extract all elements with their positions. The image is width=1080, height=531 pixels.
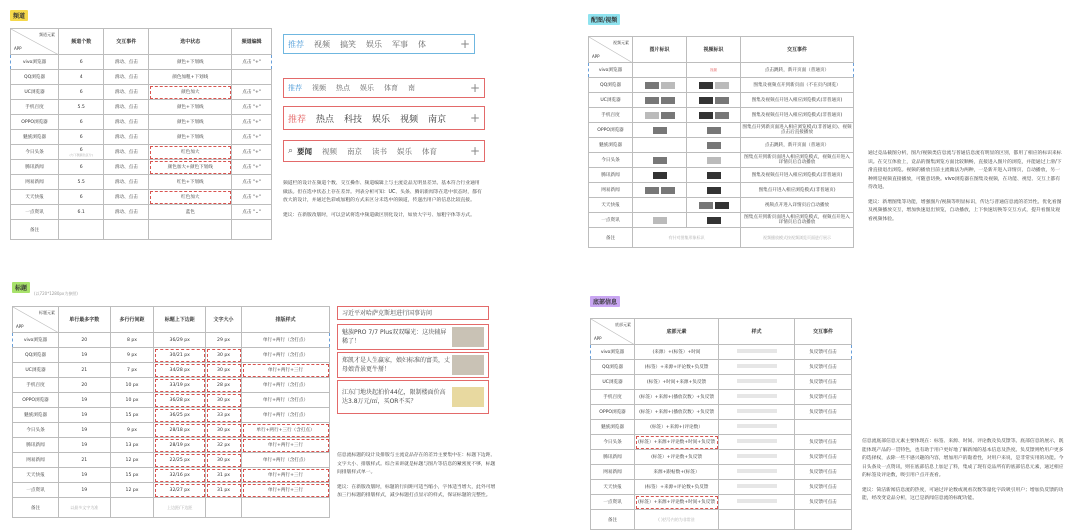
news-thumbnail	[452, 327, 484, 347]
reference-note: (以720*1280px为参照)	[34, 291, 78, 296]
table-row: OPPO浏览器 图集点开到新页面进入相应浏览模式(非普通页)、视频点击后直接播放	[589, 123, 854, 138]
image-video-table	[588, 36, 854, 248]
search-icon: ⌕	[288, 146, 294, 156]
column-header: 标题上下边距	[154, 307, 206, 333]
table-row: QQ浏览器 (标签）+来源+评论数+负反馈 负反馈可点击	[591, 360, 852, 375]
column-header: 排版样式	[242, 307, 330, 333]
table-row: OPPO浏览器 6 滑动、点击 颜色+下划线 点击 "+"	[11, 115, 272, 130]
column-header: 单行最多字数	[59, 307, 111, 333]
column-header: 文字大小	[206, 307, 242, 333]
table-row: 一点资讯 6.1 滑动、点击 蓝色 点击 "⌄"	[11, 205, 272, 220]
table-row: 魅族浏览器 (标签）+来源+(评论数）	[591, 420, 852, 435]
news-thumbnail	[452, 355, 484, 375]
table-row: 腾讯新闻 (标签）+评论数+负反馈 负反馈可点击	[591, 450, 852, 465]
table-row: 今日头条 (标签）+来源+评论数+时间+负反馈 负反馈可点击	[591, 435, 852, 450]
section-tag-bottom-info: 底部信息	[590, 296, 620, 307]
column-header: 视频标识	[687, 37, 741, 63]
table-row: 一点资讯 (标签）+来源+评论数+时间+负反馈 负反馈可点击	[591, 495, 852, 510]
table-row: 魅族浏览器 19 15 px 36/25 px 33 px 单行+两行（含打点）	[13, 408, 330, 423]
table-row: vivo浏览器 视频 点击跳转，新开页面（普通页）	[589, 63, 854, 78]
title-analysis: 信息流标题的设计及排版与主流竞品存在的差异主要集中在：标题下边距、文字大小、排版样式。综合来讲就是标题与图片等信息的紧密度不够，标题间排版样式单一。 建议：在新版改版时，标题的行间距可适当缩小，字体适当增大，此外可增加三行标题的排版样式，减少标题打点显示的样式，保证标题的完整性。	[337, 453, 496, 498]
channel-bar-qq: 推荐 视频 热点 娱乐 体育 南 +	[283, 78, 485, 98]
table-row: 备注 ( )括号内的为非常驻	[591, 510, 852, 530]
table-row: 备注 以最多文字为准 上边距/下边距	[13, 498, 330, 518]
column-header: 多行行间距	[110, 307, 154, 333]
table-row: 腾讯新闻 19 13 px 28/19 px 32 px 单行+两行+三行	[13, 438, 330, 453]
table-row: UC浏览器 (标签）+时间+来源+负反馈 负反馈可点击	[591, 375, 852, 390]
table-row: 备注 有针对图集形象标识 视频播放模式按视频浏览页面进行展示	[589, 228, 854, 248]
column-header: 交互事件	[104, 29, 149, 55]
table-row: QQ浏览器 4 滑动、点击 颜色加粗+下划线	[11, 70, 272, 85]
table-row: 今日头条 19 9 px 28/18 px 30 px 单行+两行+三行（含打点）	[13, 423, 330, 438]
news-item-title: 郑凯才是人生赢家，娘妇标准的富美，丈母娘背景更牛掰！	[337, 352, 489, 378]
section-tag-title: 标题	[12, 282, 30, 293]
table-row: UC浏览器 6 滑动、点击 颜色加大 点击 "+"	[11, 85, 272, 100]
table-row: 天天快报 (标签）+来源+评论数+负反馈 负反馈可点击	[591, 480, 852, 495]
column-header: 样式	[719, 319, 795, 345]
table-row: QQ浏览器 19 9 px 30/21 px 30 px 单行+两行（含打点）	[13, 348, 330, 363]
table-row: 网易新闻 图集点开进入相应浏览模式(非普通页)	[589, 183, 854, 198]
column-header: 图片标识	[633, 37, 687, 63]
table-row: OPPO浏览器 19 10 px 36/28 px 30 px 单行+两行（含打点）	[13, 393, 330, 408]
table-row: 今日头条 图集点开到新页面进入相应浏览模式，视频点开进入详情页后自动播放	[589, 153, 854, 168]
image-video-analysis: 通过竞品截图分析，图片/视频类信息流与普通信息流有明显的区别，都用了相应的标识来标识。在交互体验上，竞品的图集浏览方面比较顺畅，直接进入图片的浏览，并能通过上滑/下滑直接退出浏览。视频的播放目前主流做法为两种，一是新开进入详情页，自动播放，另一种则是视频直接播放，可随意切换。vivo浏览器在图集及视频，在功能、视觉、交互上都有待改进。 建议：新增图集等功能，增强图片/视频等明显标识，传达与普通信息流的差异性。优化看图及视频播放交互，增加快速退出预览，自动播放，上下快速切换等交互方式，提升看图及观看视频体验。	[868, 151, 1062, 222]
column-header: 交互事件	[741, 37, 854, 63]
table-row: 手机百度 5.5 滑动、点击 颜色+下划线 点击 "+"	[11, 100, 272, 115]
table-row: 今日头条 6 (与下侧颜色区分) 滑动、点击 红色加大 点击 "+"	[11, 145, 272, 160]
plus-icon: +	[459, 37, 470, 51]
table-row: 天天快报 6 滑动、点击 红色加大 点击 "+"	[11, 190, 272, 205]
table-row: 天天快报 视频点开进入详情页后自动播放	[589, 198, 854, 213]
column-header: 频道编辑	[232, 29, 272, 55]
title-table	[12, 306, 330, 518]
column-header: 选中状态	[149, 29, 232, 55]
table-row: 网易新闻 来源+跟帖数+(标签） 负反馈可点击	[591, 465, 852, 480]
table-corner-cell: 频道元素 APP	[11, 29, 59, 55]
table-row: UC浏览器 21 7 px 34/28 px 30 px 单行+两行+三行	[13, 363, 330, 378]
table-row: 手机百度 20 10 px 33/19 px 28 px 单行+两行（含打点）	[13, 378, 330, 393]
table-row: vivo浏览器 6 滑动、点击 颜色+下划线 点击 "+"	[11, 55, 272, 70]
table-row: 腾讯新闻 图集及视频点开进入相应浏览模式(非普通页)	[589, 168, 854, 183]
table-row: 备注	[11, 220, 272, 240]
table-row: 网易新闻 21 12 px 22/25 px 30 px 单行+两行（含打点）	[13, 453, 330, 468]
plus-icon: +	[469, 111, 480, 125]
channel-bar-vivo: 推荐 视频 搞笑 娱乐 军事 体 +	[283, 34, 475, 54]
column-header: 频道个数	[59, 29, 104, 55]
bottom-info-analysis: 信息流底部信息元素主要体现在：标签、来源、时间、评论数及负反馈等。底部信息的展示，既能体现产品的一贯特色，也有助于用户更好地了解新闻的基本信息及热度。负反馈则给用户更多的选择权，去除一些不感兴趣的内容，增加用户的黏着性，对用户来说，是非常实用的功能。今日头条及一点资讯，则在底部信息上加足了料，集成了现有竞品所有的底部信息元素，通过相应的标签及评论数，吸引用户点开查看。 建议：简洁新闻信息流的热度，可通过评论数或观看次数等量化字段吸引用户；增加负反馈的功能，经改变竞品分析，这已是新闻信息流的标配功能。	[862, 439, 1064, 501]
channel-analysis: 频道栏的设计在频道个数、交互操作、频道编辑上与主流竞品无明显差异。基本符合行业通用做法。但在选中状态上存在差异。列表分析可知：UC、头条、腾讯新闻等在选中状态时，都有放大的设计，并通过色彩或加粗的方式来区分未选中的频道，传递出用户的信息比较直接。 建议：在新版改版时，可以尝试将选中频道做区别化设计，如放大字号、加粗字体等方式。	[283, 181, 482, 218]
table-corner-cell: 视频元素 APP	[589, 37, 633, 63]
table-row: 腾讯新闻 6 滑动、点击 颜色加大+颜色下划线 点击 "+"	[11, 160, 272, 175]
section-tag-image-video: 配图/视频	[588, 14, 620, 25]
table-row: QQ浏览器 图集及视频点开到新页面（不在页内浏览）	[589, 78, 854, 93]
table-row: 一点资讯 19 12 px 32/27 px 31 px 单行+两行+三行	[13, 483, 330, 498]
table-row: 手机百度 (标签）+来源+(播放次数）+负反馈 负反馈可点击	[591, 390, 852, 405]
table-row: OPPO浏览器 (标签）+来源+(播放次数）+负反馈 负反馈可点击	[591, 405, 852, 420]
table-row: vivo浏览器 (来源）+(标签）+时间 负反馈可点击	[591, 345, 852, 360]
table-row: 魅族浏览器 点击跳转，新开页面（普通页）	[589, 138, 854, 153]
plus-icon: +	[469, 144, 480, 158]
plus-icon: +	[469, 81, 480, 95]
column-header: 底部元素	[635, 319, 719, 345]
news-thumbnail	[452, 387, 484, 407]
table-row: 网易新闻 5.5 滑动、点击 红色+下划线 点击 "+"	[11, 175, 272, 190]
news-item-title: 魅族PRO 7/7 Plus双双曝光：这块辅屏稀了！	[337, 324, 489, 350]
bottom-info-table	[590, 318, 852, 530]
table-row: 天天快报 19 15 px 32/16 px 31 px 单行+两行+三行	[13, 468, 330, 483]
news-item-title: 习近平对哈萨克斯坦进行国事访问	[337, 306, 489, 320]
table-row: 手机百度 图集及视频点开进入相应浏览模式(非普通页)	[589, 108, 854, 123]
channel-bar-uc: 推荐 热点 科技 娱乐 视频 南京 +	[283, 106, 485, 130]
table-corner-cell: 标题元素 APP	[13, 307, 59, 333]
channel-table	[10, 28, 272, 240]
channel-bar-tencent: ⌕ 要闻 视频 南京 读书 娱乐 体育 +	[283, 140, 485, 162]
section-tag-channel: 频道	[10, 10, 28, 21]
table-row: 魅族浏览器 6 滑动、点击 颜色+下划线 点击 "+"	[11, 130, 272, 145]
news-item-title: 江东门地块起拍价44亿，限制楼面价高达3.8万元/㎡，买OR不买？	[337, 380, 489, 414]
table-row: UC浏览器 图集及视频点开进入相应浏览模式(非普通页)	[589, 93, 854, 108]
table-corner-cell: 底部元素 APP	[591, 319, 635, 345]
table-row: vivo浏览器 20 8 px 36/29 px 29 px 单行+两行（含打点）	[13, 333, 330, 348]
table-row: 一点资讯 图集点开到新页面进入相应浏览模式，视频点开进入详情页后自动播放	[589, 213, 854, 228]
column-header: 交互事件	[795, 319, 852, 345]
